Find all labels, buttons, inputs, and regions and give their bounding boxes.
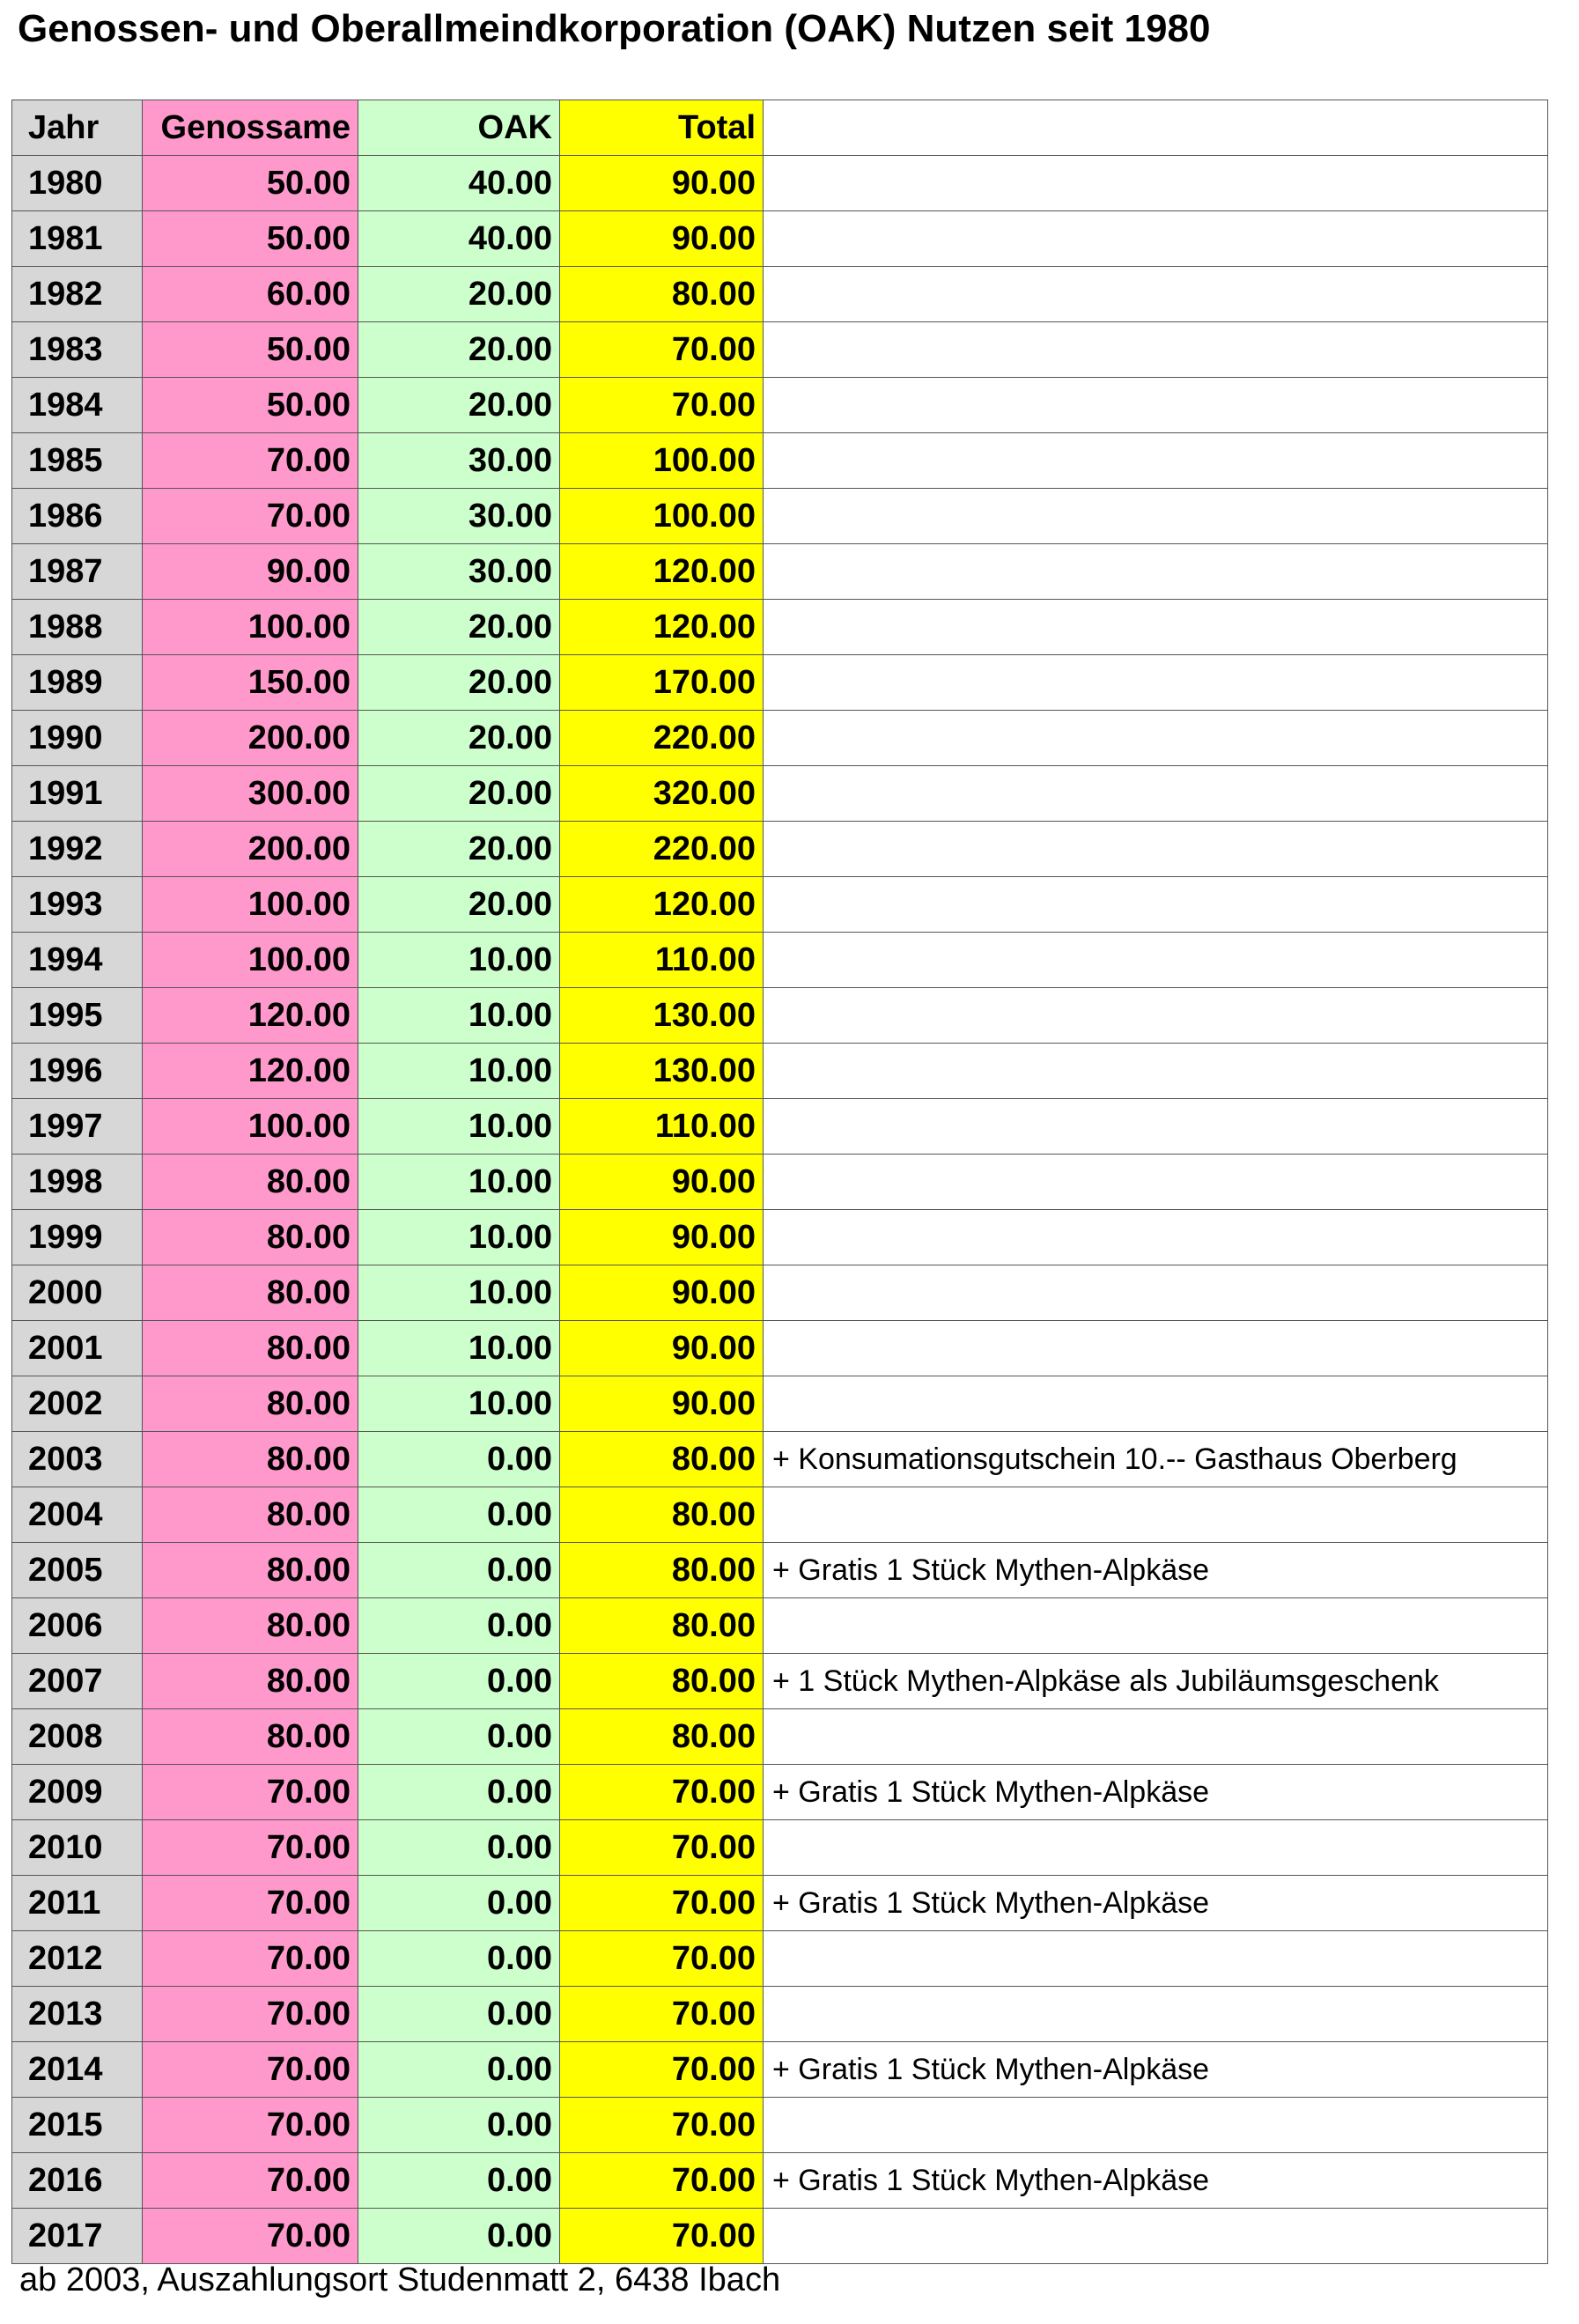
table-row bbox=[12, 1044, 1548, 1099]
cell-note bbox=[764, 489, 1548, 544]
cell-total: 70.00 bbox=[560, 1765, 764, 1820]
cell-year: 2004 bbox=[12, 1487, 143, 1543]
cell-oak: 20.00 bbox=[358, 600, 560, 655]
header-oak: OAK bbox=[358, 100, 560, 156]
cell-total: 90.00 bbox=[560, 1155, 764, 1210]
cell-year: 2008 bbox=[12, 1709, 143, 1765]
cell-oak: 30.00 bbox=[358, 489, 560, 544]
cell-year: 1999 bbox=[12, 1210, 143, 1265]
cell-note bbox=[764, 544, 1548, 600]
cell-genossame: 200.00 bbox=[143, 711, 358, 766]
cell-year: 1996 bbox=[12, 1044, 143, 1099]
cell-genossame: 120.00 bbox=[143, 988, 358, 1044]
cell-oak: 0.00 bbox=[358, 1931, 560, 1987]
table-row bbox=[12, 988, 1548, 1044]
cell-note: + Konsumationsgutschein 10.-- Gasthaus Oberberg bbox=[764, 1432, 1548, 1487]
table-row bbox=[12, 933, 1548, 988]
cell-oak: 10.00 bbox=[358, 1044, 560, 1099]
cell-genossame: 120.00 bbox=[143, 1044, 358, 1099]
cell-total: 90.00 bbox=[560, 156, 764, 211]
cell-genossame: 70.00 bbox=[143, 1876, 358, 1931]
cell-note bbox=[764, 1044, 1548, 1099]
cell-genossame: 70.00 bbox=[143, 433, 358, 489]
cell-total: 80.00 bbox=[560, 267, 764, 322]
cell-total: 170.00 bbox=[560, 655, 764, 711]
cell-total: 130.00 bbox=[560, 1044, 764, 1099]
cell-total: 80.00 bbox=[560, 1487, 764, 1543]
table-row bbox=[12, 1432, 1548, 1487]
cell-oak: 20.00 bbox=[358, 378, 560, 433]
cell-note bbox=[764, 322, 1548, 378]
table-row bbox=[12, 1265, 1548, 1321]
cell-year: 2012 bbox=[12, 1931, 143, 1987]
cell-note bbox=[764, 1820, 1548, 1876]
cell-oak: 40.00 bbox=[358, 211, 560, 267]
table-row bbox=[12, 1654, 1548, 1709]
table-row bbox=[12, 1765, 1548, 1820]
cell-genossame: 300.00 bbox=[143, 766, 358, 822]
cell-year: 1998 bbox=[12, 1155, 143, 1210]
cell-oak: 10.00 bbox=[358, 1210, 560, 1265]
table-row bbox=[12, 1598, 1548, 1654]
cell-total: 80.00 bbox=[560, 1709, 764, 1765]
cell-genossame: 100.00 bbox=[143, 1099, 358, 1155]
cell-oak: 0.00 bbox=[358, 1876, 560, 1931]
cell-note bbox=[764, 877, 1548, 933]
header-total: Total bbox=[560, 100, 764, 156]
cell-genossame: 50.00 bbox=[143, 156, 358, 211]
cell-total: 70.00 bbox=[560, 1931, 764, 1987]
cell-year: 1982 bbox=[12, 267, 143, 322]
cell-total: 90.00 bbox=[560, 1376, 764, 1432]
cell-total: 80.00 bbox=[560, 1654, 764, 1709]
table-row bbox=[12, 2098, 1548, 2153]
header-row bbox=[12, 100, 1548, 156]
cell-oak: 30.00 bbox=[358, 433, 560, 489]
cell-oak: 10.00 bbox=[358, 1099, 560, 1155]
cell-year: 1987 bbox=[12, 544, 143, 600]
cell-genossame: 70.00 bbox=[143, 1820, 358, 1876]
cell-note: + 1 Stück Mythen-Alpkäse als Jubiläumsgeschenk bbox=[764, 1654, 1548, 1709]
cell-genossame: 70.00 bbox=[143, 2209, 358, 2264]
cell-genossame: 80.00 bbox=[143, 1265, 358, 1321]
cell-genossame: 100.00 bbox=[143, 600, 358, 655]
cell-note bbox=[764, 822, 1548, 877]
cell-note bbox=[764, 2209, 1548, 2264]
cell-oak: 0.00 bbox=[358, 2153, 560, 2209]
cell-oak: 10.00 bbox=[358, 1376, 560, 1432]
cell-year: 1994 bbox=[12, 933, 143, 988]
table-row bbox=[12, 211, 1548, 267]
table-row bbox=[12, 1099, 1548, 1155]
payout-table bbox=[11, 100, 1548, 2264]
cell-oak: 0.00 bbox=[358, 2098, 560, 2153]
cell-oak: 0.00 bbox=[358, 2042, 560, 2098]
cell-total: 120.00 bbox=[560, 544, 764, 600]
cell-note: + Gratis 1 Stück Mythen-Alpkäse bbox=[764, 2153, 1548, 2209]
cell-year: 2010 bbox=[12, 1820, 143, 1876]
cell-total: 220.00 bbox=[560, 822, 764, 877]
cell-year: 1989 bbox=[12, 655, 143, 711]
cell-note bbox=[764, 1210, 1548, 1265]
cell-genossame: 80.00 bbox=[143, 1709, 358, 1765]
cell-note: + Gratis 1 Stück Mythen-Alpkäse bbox=[764, 1876, 1548, 1931]
cell-year: 1997 bbox=[12, 1099, 143, 1155]
cell-note bbox=[764, 267, 1548, 322]
cell-genossame: 100.00 bbox=[143, 877, 358, 933]
cell-oak: 0.00 bbox=[358, 1709, 560, 1765]
cell-oak: 20.00 bbox=[358, 877, 560, 933]
cell-note bbox=[764, 378, 1548, 433]
cell-oak: 0.00 bbox=[358, 1654, 560, 1709]
cell-note: + Gratis 1 Stück Mythen-Alpkäse bbox=[764, 1765, 1548, 1820]
table-row bbox=[12, 766, 1548, 822]
cell-genossame: 80.00 bbox=[143, 1155, 358, 1210]
cell-year: 2000 bbox=[12, 1265, 143, 1321]
cell-genossame: 80.00 bbox=[143, 1321, 358, 1376]
table-row bbox=[12, 322, 1548, 378]
cell-note bbox=[764, 1376, 1548, 1432]
cell-oak: 20.00 bbox=[358, 322, 560, 378]
cell-total: 70.00 bbox=[560, 2042, 764, 2098]
cell-genossame: 70.00 bbox=[143, 2098, 358, 2153]
cell-genossame: 80.00 bbox=[143, 1210, 358, 1265]
cell-year: 1995 bbox=[12, 988, 143, 1044]
cell-year: 2015 bbox=[12, 2098, 143, 2153]
cell-genossame: 200.00 bbox=[143, 822, 358, 877]
cell-genossame: 80.00 bbox=[143, 1487, 358, 1543]
cell-oak: 10.00 bbox=[358, 988, 560, 1044]
cell-year: 2005 bbox=[12, 1543, 143, 1598]
cell-total: 120.00 bbox=[560, 877, 764, 933]
cell-total: 90.00 bbox=[560, 1265, 764, 1321]
table-row bbox=[12, 1543, 1548, 1598]
cell-total: 130.00 bbox=[560, 988, 764, 1044]
cell-total: 80.00 bbox=[560, 1432, 764, 1487]
cell-note bbox=[764, 1987, 1548, 2042]
cell-year: 2002 bbox=[12, 1376, 143, 1432]
cell-year: 2011 bbox=[12, 1876, 143, 1931]
table-row bbox=[12, 378, 1548, 433]
cell-oak: 20.00 bbox=[358, 766, 560, 822]
cell-year: 2013 bbox=[12, 1987, 143, 2042]
cell-genossame: 80.00 bbox=[143, 1376, 358, 1432]
footer-note: ab 2003, Auszahlungsort Studenmatt 2, 6438 Ibach bbox=[19, 2261, 781, 2298]
cell-total: 70.00 bbox=[560, 1987, 764, 2042]
cell-year: 1981 bbox=[12, 211, 143, 267]
table-row bbox=[12, 655, 1548, 711]
cell-total: 110.00 bbox=[560, 1099, 764, 1155]
cell-oak: 10.00 bbox=[358, 933, 560, 988]
cell-genossame: 60.00 bbox=[143, 267, 358, 322]
cell-oak: 0.00 bbox=[358, 1987, 560, 2042]
cell-year: 2003 bbox=[12, 1432, 143, 1487]
cell-genossame: 80.00 bbox=[143, 1432, 358, 1487]
cell-total: 100.00 bbox=[560, 433, 764, 489]
cell-genossame: 150.00 bbox=[143, 655, 358, 711]
cell-note bbox=[764, 1321, 1548, 1376]
cell-note: + Gratis 1 Stück Mythen-Alpkäse bbox=[764, 2042, 1548, 2098]
table-row bbox=[12, 433, 1548, 489]
cell-total: 90.00 bbox=[560, 1210, 764, 1265]
table-row bbox=[12, 1376, 1548, 1432]
cell-year: 1992 bbox=[12, 822, 143, 877]
cell-genossame: 80.00 bbox=[143, 1654, 358, 1709]
cell-year: 1990 bbox=[12, 711, 143, 766]
cell-genossame: 70.00 bbox=[143, 489, 358, 544]
cell-year: 2017 bbox=[12, 2209, 143, 2264]
cell-genossame: 70.00 bbox=[143, 1987, 358, 2042]
header-note bbox=[764, 100, 1548, 156]
cell-note bbox=[764, 655, 1548, 711]
table-row bbox=[12, 156, 1548, 211]
cell-total: 70.00 bbox=[560, 1820, 764, 1876]
cell-total: 120.00 bbox=[560, 600, 764, 655]
table-row bbox=[12, 711, 1548, 766]
cell-year: 1988 bbox=[12, 600, 143, 655]
table-row bbox=[12, 2042, 1548, 2098]
cell-total: 90.00 bbox=[560, 1321, 764, 1376]
cell-year: 1984 bbox=[12, 378, 143, 433]
cell-year: 2016 bbox=[12, 2153, 143, 2209]
cell-genossame: 70.00 bbox=[143, 1765, 358, 1820]
cell-note bbox=[764, 711, 1548, 766]
cell-total: 110.00 bbox=[560, 933, 764, 988]
cell-note bbox=[764, 766, 1548, 822]
cell-total: 70.00 bbox=[560, 2098, 764, 2153]
cell-genossame: 70.00 bbox=[143, 2042, 358, 2098]
cell-total: 70.00 bbox=[560, 2209, 764, 2264]
cell-oak: 0.00 bbox=[358, 1543, 560, 1598]
table-row bbox=[12, 1709, 1548, 1765]
cell-genossame: 50.00 bbox=[143, 322, 358, 378]
cell-genossame: 70.00 bbox=[143, 1931, 358, 1987]
table-row bbox=[12, 1987, 1548, 2042]
table-row bbox=[12, 2153, 1548, 2209]
cell-note bbox=[764, 1099, 1548, 1155]
cell-year: 2006 bbox=[12, 1598, 143, 1654]
cell-total: 80.00 bbox=[560, 1598, 764, 1654]
table-row bbox=[12, 2209, 1548, 2264]
cell-year: 1986 bbox=[12, 489, 143, 544]
cell-year: 1983 bbox=[12, 322, 143, 378]
cell-note bbox=[764, 2098, 1548, 2153]
cell-oak: 30.00 bbox=[358, 544, 560, 600]
cell-genossame: 90.00 bbox=[143, 544, 358, 600]
cell-genossame: 100.00 bbox=[143, 933, 358, 988]
cell-note bbox=[764, 156, 1548, 211]
table-row bbox=[12, 1487, 1548, 1543]
cell-year: 1991 bbox=[12, 766, 143, 822]
header-genossame: Genossame bbox=[143, 100, 358, 156]
table-row bbox=[12, 1155, 1548, 1210]
cell-total: 70.00 bbox=[560, 1876, 764, 1931]
cell-note bbox=[764, 1709, 1548, 1765]
cell-oak: 10.00 bbox=[358, 1155, 560, 1210]
cell-note bbox=[764, 1487, 1548, 1543]
cell-total: 80.00 bbox=[560, 1543, 764, 1598]
cell-oak: 0.00 bbox=[358, 1820, 560, 1876]
cell-year: 1980 bbox=[12, 156, 143, 211]
table-row bbox=[12, 600, 1548, 655]
cell-note bbox=[764, 433, 1548, 489]
cell-year: 1993 bbox=[12, 877, 143, 933]
header-year: Jahr bbox=[12, 100, 143, 156]
cell-note bbox=[764, 1598, 1548, 1654]
table-row bbox=[12, 267, 1548, 322]
table-row bbox=[12, 822, 1548, 877]
cell-note: + Gratis 1 Stück Mythen-Alpkäse bbox=[764, 1543, 1548, 1598]
table-row bbox=[12, 1876, 1548, 1931]
cell-year: 2014 bbox=[12, 2042, 143, 2098]
cell-total: 100.00 bbox=[560, 489, 764, 544]
cell-total: 70.00 bbox=[560, 378, 764, 433]
table-row bbox=[12, 1820, 1548, 1876]
cell-genossame: 50.00 bbox=[143, 378, 358, 433]
cell-year: 2007 bbox=[12, 1654, 143, 1709]
cell-oak: 20.00 bbox=[358, 822, 560, 877]
cell-oak: 10.00 bbox=[358, 1321, 560, 1376]
cell-note bbox=[764, 1265, 1548, 1321]
table-row bbox=[12, 1931, 1548, 1987]
cell-year: 2001 bbox=[12, 1321, 143, 1376]
page-title: Genossen- und Oberallmeindkorporation (OAK) Nutzen seit 1980 bbox=[18, 7, 1211, 50]
cell-oak: 0.00 bbox=[358, 1598, 560, 1654]
cell-genossame: 80.00 bbox=[143, 1598, 358, 1654]
cell-oak: 0.00 bbox=[358, 1765, 560, 1820]
table-row bbox=[12, 1210, 1548, 1265]
cell-oak: 20.00 bbox=[358, 267, 560, 322]
cell-oak: 20.00 bbox=[358, 711, 560, 766]
cell-total: 70.00 bbox=[560, 2153, 764, 2209]
cell-year: 2009 bbox=[12, 1765, 143, 1820]
cell-genossame: 50.00 bbox=[143, 211, 358, 267]
cell-oak: 0.00 bbox=[358, 2209, 560, 2264]
table-row bbox=[12, 1321, 1548, 1376]
cell-oak: 20.00 bbox=[358, 655, 560, 711]
cell-total: 70.00 bbox=[560, 322, 764, 378]
cell-note bbox=[764, 1155, 1548, 1210]
cell-oak: 0.00 bbox=[358, 1432, 560, 1487]
table-row bbox=[12, 877, 1548, 933]
cell-year: 1985 bbox=[12, 433, 143, 489]
cell-oak: 0.00 bbox=[358, 1487, 560, 1543]
cell-oak: 10.00 bbox=[358, 1265, 560, 1321]
cell-total: 90.00 bbox=[560, 211, 764, 267]
cell-note bbox=[764, 1931, 1548, 1987]
cell-total: 220.00 bbox=[560, 711, 764, 766]
cell-genossame: 80.00 bbox=[143, 1543, 358, 1598]
cell-total: 320.00 bbox=[560, 766, 764, 822]
cell-genossame: 70.00 bbox=[143, 2153, 358, 2209]
cell-note bbox=[764, 211, 1548, 267]
cell-note bbox=[764, 933, 1548, 988]
cell-note bbox=[764, 600, 1548, 655]
table-row bbox=[12, 489, 1548, 544]
cell-oak: 40.00 bbox=[358, 156, 560, 211]
cell-note bbox=[764, 988, 1548, 1044]
table-row bbox=[12, 544, 1548, 600]
